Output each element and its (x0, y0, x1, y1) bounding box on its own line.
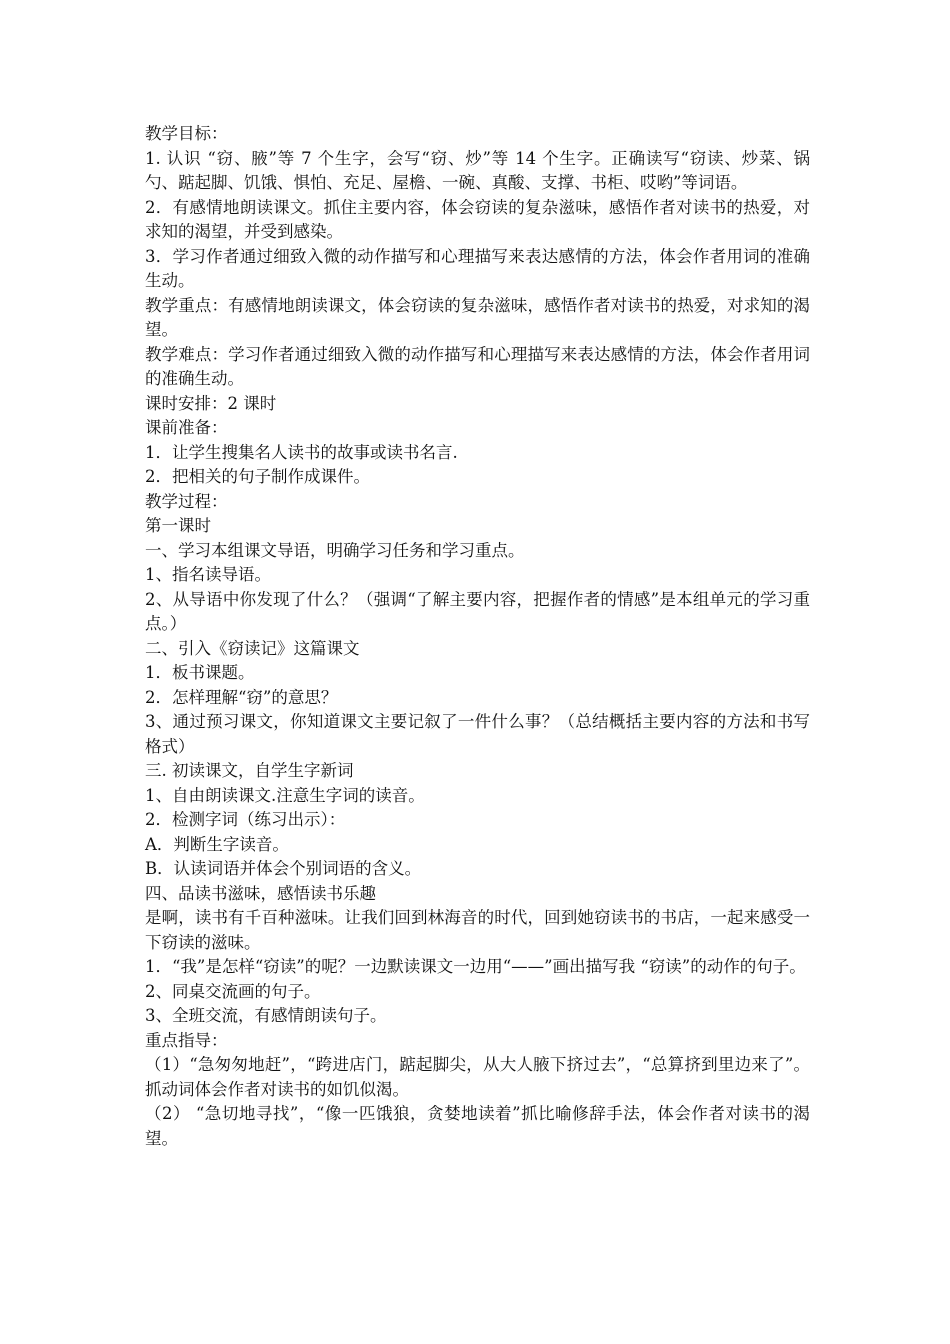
goal-2: 2．有感情地朗读课文。抓住主要内容，体会窃读的复杂滋味，感悟作者对读书的热爱，对求知的渴望，并受到感染。 (145, 197, 810, 241)
heading-key-guidance: 重点指导： (145, 1030, 228, 1050)
section-2-item-3: 3、通过预习课文，你知道课文主要记叙了一件什么事？（总结概括主要内容的方法和书写格式） (145, 712, 810, 756)
section-2-title: 二、引入《窃读记》这篇课文 (145, 638, 360, 658)
section-3-item-1: 1、自由朗读课文.注意生字词的读音。 (145, 785, 425, 805)
goal-3: 3．学习作者通过细致入微的动作描写和心理描写来表达感情的方法，体会作者用词的准确生动。 (145, 246, 810, 290)
heading-teaching-process: 教学过程： (145, 491, 228, 511)
section-3-item-a: A．判断生字读音。 (145, 834, 289, 854)
heading-teaching-goals: 教学目标： (145, 124, 228, 143)
section-2-item-1: 1．板书课题。 (145, 663, 255, 682)
guidance-1: （1）“急匆匆地赶”，“跨进店门，踮起脚尖，从大人腋下挤过去”，“总算挤到里边来了”。抓动词体会作者对读书的如饥似渴。 (145, 1055, 810, 1099)
guidance-2: （2） “急切地寻找”，“像一匹饿狼，贪婪地读着”抓比喻修辞手法，体会作者对读书的渴望。 (145, 1104, 810, 1148)
section-1-title: 一、学习本组课文导语，明确学习任务和学习重点。 (145, 540, 525, 560)
section-4-intro: 是啊，读书有千百种滋味。让我们回到林海音的时代，回到她窃读书的书店，一起来感受一下窃读的滋味。 (145, 908, 810, 952)
section-4-item-3: 3、全班交流，有感情朗读句子。 (145, 1006, 387, 1025)
preparation-1: 1．让学生搜集名人读书的故事或读书名言. (145, 442, 458, 462)
section-4-title: 四、品读书滋味，感悟读书乐趣 (145, 883, 376, 903)
section-4-item-1: 1．“我”是怎样“窃读”的呢？一边默读课文一边用“——”画出描写我 “窃读”的动作的句子。 (145, 957, 806, 976)
heading-first-lesson: 第一课时 (145, 516, 211, 535)
teaching-focus: 教学重点：有感情地朗读课文，体会窃读的复杂滋味，感悟作者对读书的热爱，对求知的渴望。 (145, 295, 810, 339)
goal-1: 1. 认识 “窃、腋”等 7 个生字，会写“窃、炒”等 14 个生字。正确读写“窃读、炒菜、锅勺、踮起脚、饥饿、惧怕、充足、屋檐、一碗、真酸、支撑、书柜、哎哟”等词语。 (145, 148, 810, 192)
section-3-title: 三. 初读课文，自学生字新词 (145, 761, 354, 780)
section-2-item-2: 2．怎样理解“窃”的意思？ (145, 687, 338, 707)
teaching-difficulty: 教学难点：学习作者通过细致入微的动作描写和心理描写来表达感情的方法，体会作者用词的准确生动。 (145, 344, 810, 388)
section-4-item-2: 2、同桌交流画的句子。 (145, 981, 321, 1001)
section-1-item-2: 2、从导语中你发现了什么？（强调“了解主要内容，把握作者的情感”是本组单元的学习重点。） (145, 589, 810, 633)
section-3-item-2: 2．检测字词（练习出示）： (145, 810, 346, 829)
document-body (145, 122, 810, 1151)
heading-preparation: 课前准备： (145, 418, 228, 437)
section-1-item-1: 1、指名读导语。 (145, 565, 271, 584)
preparation-2: 2．把相关的句子制作成课件。 (145, 467, 370, 486)
class-arrangement: 课时安排：2 课时 (145, 393, 277, 413)
section-3-item-b: B．认读词语并体会个别词语的含义。 (145, 859, 422, 878)
